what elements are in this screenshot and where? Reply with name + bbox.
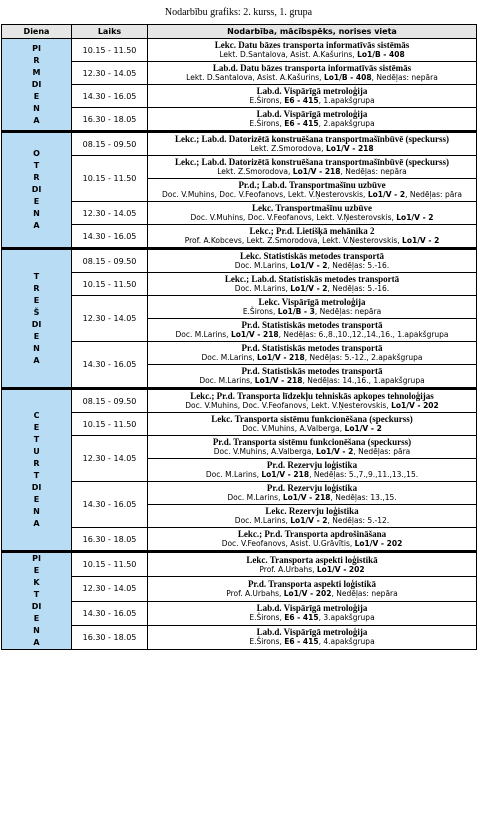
time-cell: 16.30 - 18.05 bbox=[72, 528, 148, 552]
time-cell: 14.30 - 16.05 bbox=[72, 225, 148, 249]
time-cell: 08.15 - 09.50 bbox=[72, 132, 148, 156]
teacher: Doc. V.Muhins, Doc. V.Feofanovs, Lekt. V.Ņesterovskis, bbox=[190, 213, 397, 222]
activity-cell bbox=[148, 625, 477, 649]
time-cell: 12.30 - 14.05 bbox=[72, 202, 148, 225]
table-row bbox=[2, 436, 477, 459]
activity-cell bbox=[148, 319, 477, 342]
schedule-body bbox=[2, 39, 477, 650]
activity-title: Lekc.; Pr.d. Lietišķā mehānika 2 bbox=[249, 226, 375, 236]
table-row bbox=[2, 39, 477, 62]
room: Lo1/V - 2 bbox=[367, 190, 406, 199]
activity-details bbox=[150, 447, 474, 457]
time-cell: 12.30 - 14.05 bbox=[72, 436, 148, 482]
time-cell: 12.30 - 14.05 bbox=[72, 296, 148, 342]
activity-details bbox=[150, 376, 474, 386]
room: E6 - 415 bbox=[284, 96, 319, 105]
table-row bbox=[2, 625, 477, 649]
activity-title: Pr.d. Rezervju loģistika bbox=[266, 483, 358, 493]
table-row bbox=[2, 249, 477, 273]
time-cell: 14.30 - 16.05 bbox=[72, 601, 148, 625]
room: E6 - 415 bbox=[284, 637, 319, 647]
activity-details bbox=[150, 613, 474, 623]
activity-title: Pr.d. Statistiskās metodes transportā bbox=[241, 343, 383, 353]
room: E6 - 415 bbox=[284, 613, 319, 623]
extra-info: , Nedēļas: 5.-16. bbox=[327, 284, 390, 293]
day-name: OTRDIENA bbox=[31, 149, 42, 230]
extra-info: , 4.apakšgrupa bbox=[318, 637, 375, 647]
activity-details bbox=[150, 353, 474, 363]
teacher: E.Širons, bbox=[249, 613, 285, 623]
activity-title: Lekc.; Lab.d. Statistiskās metodes transportā bbox=[224, 274, 400, 284]
activity-details bbox=[150, 424, 474, 434]
day-name: PIRMDIENA bbox=[31, 43, 42, 125]
room: Lo1/V - 202 bbox=[391, 401, 439, 410]
extra-info: , 2.apakšgrupa bbox=[318, 119, 375, 128]
header-time: Laiks bbox=[72, 25, 148, 39]
time-cell: 16.30 - 18.05 bbox=[72, 625, 148, 649]
day-cell bbox=[2, 552, 72, 650]
activity-title: Pr.d. Statistiskās metodes transportā bbox=[241, 366, 383, 376]
activity-details bbox=[150, 589, 474, 599]
room: Lo1/V - 218 bbox=[257, 353, 305, 362]
room: Lo1/V - 2 bbox=[402, 236, 440, 245]
activity-cell bbox=[148, 202, 477, 225]
table-row bbox=[2, 132, 477, 156]
teacher: Lekt. Z.Smorodova, bbox=[217, 167, 293, 176]
extra-info: , Nedēļas: nepāra bbox=[371, 73, 438, 82]
teacher: E.Širons, bbox=[249, 96, 285, 105]
activity-title: Lab.d. Vispārīgā metroloģija bbox=[256, 627, 368, 638]
activity-title: Pr.d. Transporta sistēmu funkcionēšana (speckurss) bbox=[212, 437, 412, 447]
day-cell bbox=[2, 39, 72, 132]
activity-details bbox=[150, 284, 474, 294]
teacher: Lekt. D.Santalova, Asist. A.Kašurins, bbox=[186, 73, 324, 82]
table-row bbox=[2, 202, 477, 225]
time-cell: 14.30 - 16.05 bbox=[72, 85, 148, 108]
table-row bbox=[2, 528, 477, 552]
time-cell: 12.30 - 14.05 bbox=[72, 577, 148, 601]
extra-info: , Nedēļas: 14.,16., 1.apakšgrupa bbox=[302, 376, 425, 385]
activity-cell bbox=[148, 601, 477, 625]
teacher: Prof. A.Urbahs, bbox=[226, 588, 284, 598]
table-row bbox=[2, 577, 477, 601]
table-row bbox=[2, 85, 477, 108]
room: Lo1/V - 202 bbox=[283, 588, 332, 598]
teacher: Doc. M.Larins, bbox=[201, 353, 258, 362]
extra-info: , 3.apakšgrupa bbox=[318, 613, 375, 623]
activity-title: Lekc.; Lab.d. Datorizētā konstruēšana transportmašīnbūvē (speckurss) bbox=[174, 157, 449, 167]
activity-title: Pr.d. Transporta aspekti loģistikā bbox=[247, 578, 377, 589]
activity-details bbox=[150, 330, 474, 340]
time-cell: 08.15 - 09.50 bbox=[72, 389, 148, 413]
activity-cell bbox=[148, 482, 477, 505]
time-cell: 08.15 - 09.50 bbox=[72, 249, 148, 273]
header-row bbox=[2, 25, 477, 39]
activity-cell bbox=[148, 365, 477, 389]
teacher: Lekt. Z.Smorodova, bbox=[250, 144, 326, 153]
room: Lo1/V - 218 bbox=[282, 493, 331, 502]
teacher: Doc. V.Muhins, Doc. V.Feofanovs, Lekt. V.Ņesterovskis, bbox=[162, 190, 368, 199]
room: Lo1/V - 2 bbox=[396, 213, 434, 222]
activity-details bbox=[150, 96, 474, 106]
teacher: E.Širons, bbox=[249, 119, 285, 128]
activity-cell bbox=[148, 156, 477, 179]
table-row bbox=[2, 552, 477, 577]
teacher: Doc. V.Muhins, A.Valberga, bbox=[213, 447, 317, 456]
activity-title: Lekc. Transportmašīnu uzbūve bbox=[252, 203, 372, 213]
room: Lo1/V - 2 bbox=[290, 284, 328, 293]
time-cell: 16.30 - 18.05 bbox=[72, 108, 148, 132]
activity-details bbox=[150, 119, 474, 129]
teacher: Doc. V.Muhins, Doc. V.Feofanovs, Lekt. V.Ņesterovskis, bbox=[185, 401, 392, 410]
activity-cell bbox=[148, 39, 477, 62]
teacher: Doc. M.Larins, bbox=[205, 470, 262, 479]
activity-title: Lekc.; Lab.d. Datorizētā konstruēšana transportmašīnbūvē (speckurss) bbox=[174, 134, 449, 144]
teacher: Doc. M.Larins, bbox=[234, 284, 291, 293]
teacher: Doc. M.Larins, bbox=[234, 516, 291, 525]
extra-info: , 1.apakšgrupa bbox=[318, 96, 375, 105]
activity-cell bbox=[148, 413, 477, 436]
schedule-table bbox=[1, 24, 477, 650]
table-row bbox=[2, 108, 477, 132]
table-row bbox=[2, 413, 477, 436]
room: Lo1/V - 2 bbox=[290, 261, 328, 270]
room: Lo1/V - 218 bbox=[261, 470, 310, 479]
extra-info: , Nedēļas: 13.,15. bbox=[330, 493, 397, 502]
activity-cell bbox=[148, 225, 477, 249]
table-row bbox=[2, 296, 477, 319]
time-cell: 14.30 - 16.05 bbox=[72, 342, 148, 389]
activity-title: Lekc. Transporta aspekti loģistikā bbox=[246, 554, 378, 565]
page-title: Nodarbību grafiks: 2. kurss, 1. grupa bbox=[164, 7, 313, 18]
header-day: Diena bbox=[2, 25, 72, 39]
activity-title: Pr.d.; Lab.d. Transportmašīnu uzbūve bbox=[238, 180, 386, 190]
extra-info: , Nedēļas: 5.,7.,9.,11.,13.,15. bbox=[309, 470, 419, 479]
activity-cell bbox=[148, 528, 477, 552]
room: E6 - 415 bbox=[284, 119, 319, 128]
teacher: Lekt. D.Santalova, Asist. A.Kašurins, bbox=[219, 50, 358, 59]
extra-info: , Nedēļas: 5.-12. bbox=[327, 516, 390, 525]
activity-cell bbox=[148, 85, 477, 108]
activity-cell bbox=[148, 577, 477, 601]
room: Lo1/B - 408 bbox=[323, 73, 372, 82]
activity-details bbox=[150, 565, 474, 575]
extra-info: , Nedēļas: pāra bbox=[353, 447, 411, 456]
activity-details bbox=[150, 539, 474, 549]
teacher: Doc. V.Feofanovs, Asist. U.Grāvītis, bbox=[221, 539, 355, 548]
activity-details bbox=[150, 307, 474, 317]
extra-info: , Nedēļas: nepāra bbox=[340, 167, 407, 176]
table-row bbox=[2, 225, 477, 249]
activity-cell bbox=[148, 552, 477, 577]
day-cell bbox=[2, 132, 72, 249]
activity-title: Lab.d. Vispārīgā metroloģija bbox=[256, 603, 368, 614]
room: Lo1/B - 408 bbox=[357, 50, 405, 59]
day-cell bbox=[2, 389, 72, 552]
teacher: Doc. M.Larins, bbox=[234, 261, 291, 270]
extra-info: , Nedēļas: nepāra bbox=[331, 588, 398, 598]
activity-details bbox=[150, 493, 474, 503]
header-activity: Nodarbība, mācībspēks, norises vieta bbox=[148, 25, 477, 39]
teacher: Doc. V.Muhins, A.Valberga, bbox=[242, 424, 345, 433]
table-row bbox=[2, 601, 477, 625]
activity-details bbox=[150, 637, 474, 647]
teacher: Prof. A.Urbahs, bbox=[259, 564, 317, 574]
teacher: E.Širons, bbox=[242, 307, 278, 316]
teacher: Doc. M.Larins, bbox=[199, 376, 255, 385]
activity-cell bbox=[148, 505, 477, 528]
activity-title: Lekc.; Pr.d. Transporta apdrošināšana bbox=[237, 529, 387, 539]
time-cell: 10.15 - 11.50 bbox=[72, 552, 148, 577]
activity-details bbox=[150, 167, 474, 177]
activity-title: Lab.d. Vispārīgā metroloģija bbox=[256, 86, 368, 96]
activity-details bbox=[150, 190, 474, 200]
teacher: Prof. A.Kobcevs, Lekt. Z.Smorodova, Lekt. V.Ņesterovskis, bbox=[184, 236, 403, 245]
day-name: PIEKTDIENA bbox=[31, 554, 42, 647]
table-row bbox=[2, 156, 477, 179]
teacher: Doc. M.Larins, bbox=[227, 493, 283, 502]
activity-cell bbox=[148, 249, 477, 273]
day-name: TREŠDIENA bbox=[31, 271, 42, 365]
extra-info: , Nedēļas: 5.-12., 2.apakšgrupa bbox=[304, 353, 423, 362]
activity-details bbox=[150, 470, 474, 480]
activity-title: Pr.d. Statistiskās metodes transportā bbox=[241, 320, 383, 330]
activity-cell bbox=[148, 108, 477, 132]
room: Lo1/V - 2 bbox=[316, 447, 354, 456]
activity-details bbox=[150, 236, 474, 246]
activity-cell bbox=[148, 342, 477, 365]
extra-info: , Nedēļas: 6.,8.,10.,12.,14.,16., 1.apakšgrupa bbox=[278, 330, 449, 339]
activity-title: Lekc. Rezervju loģistika bbox=[265, 506, 359, 516]
activity-title: Lekc.; Pr.d. Transporta līdzekļu tehniskās apkopes tehnoloģijas bbox=[190, 391, 434, 401]
activity-title: Lekc. Transporta sistēmu funkcionēšana (speckurss) bbox=[211, 414, 413, 424]
extra-info: , Nedēļas: nepāra bbox=[314, 307, 382, 316]
activity-cell bbox=[148, 436, 477, 459]
activity-cell bbox=[148, 179, 477, 202]
day-cell bbox=[2, 249, 72, 389]
activity-title: Pr.d. Rezervju loģistika bbox=[266, 460, 358, 470]
table-row bbox=[2, 342, 477, 365]
time-cell: 10.15 - 11.50 bbox=[72, 156, 148, 202]
activity-title: Lab.d. Datu bāzes transporta informatīvās sistēmās bbox=[212, 63, 412, 73]
table-row bbox=[2, 273, 477, 296]
activity-details bbox=[150, 50, 474, 60]
extra-info: , Nedēļas: 5.-16. bbox=[327, 261, 390, 270]
activity-details bbox=[150, 144, 474, 154]
time-cell: 10.15 - 11.50 bbox=[72, 39, 148, 62]
activity-title: Lekc. Vispārīgā metroloģija bbox=[258, 297, 366, 307]
activity-cell bbox=[148, 273, 477, 296]
table-row bbox=[2, 389, 477, 413]
day-name: CETURTDIENA bbox=[31, 411, 42, 528]
time-cell: 14.30 - 16.05 bbox=[72, 482, 148, 528]
time-cell: 10.15 - 11.50 bbox=[72, 413, 148, 436]
teacher: E.Širons, bbox=[249, 637, 285, 647]
time-cell: 10.15 - 11.50 bbox=[72, 273, 148, 296]
activity-cell bbox=[148, 296, 477, 319]
room: Lo1/V - 218 bbox=[254, 376, 303, 385]
activity-cell bbox=[148, 132, 477, 156]
table-row bbox=[2, 482, 477, 505]
room: Lo1/V - 202 bbox=[316, 564, 365, 574]
room: Lo1/V - 218 bbox=[292, 167, 341, 176]
room: Lo1/V - 2 bbox=[290, 516, 328, 525]
activity-cell bbox=[148, 459, 477, 482]
activity-details bbox=[150, 516, 474, 526]
room: Lo1/V - 218 bbox=[230, 330, 279, 339]
activity-title: Lekc. Datu bāzes transporta informatīvās sistēmās bbox=[214, 40, 410, 50]
activity-cell bbox=[148, 62, 477, 85]
room: Lo1/B - 3 bbox=[277, 307, 315, 316]
activity-details bbox=[150, 213, 474, 223]
activity-details bbox=[150, 73, 474, 83]
activity-title: Lab.d. Vispārīgā metroloģija bbox=[256, 109, 368, 119]
room: Lo1/V - 202 bbox=[354, 539, 403, 548]
activity-details bbox=[150, 261, 474, 271]
extra-info: , Nedēļas: pāra bbox=[405, 190, 462, 199]
activity-cell bbox=[148, 389, 477, 413]
room: Lo1/V - 2 bbox=[344, 424, 382, 433]
time-cell: 12.30 - 14.05 bbox=[72, 62, 148, 85]
table-row bbox=[2, 62, 477, 85]
teacher: Doc. M.Larins, bbox=[175, 330, 231, 339]
activity-title: Lekc. Statistiskās metodes transportā bbox=[240, 251, 384, 261]
activity-details bbox=[150, 401, 474, 411]
room: Lo1/V - 218 bbox=[325, 144, 374, 153]
